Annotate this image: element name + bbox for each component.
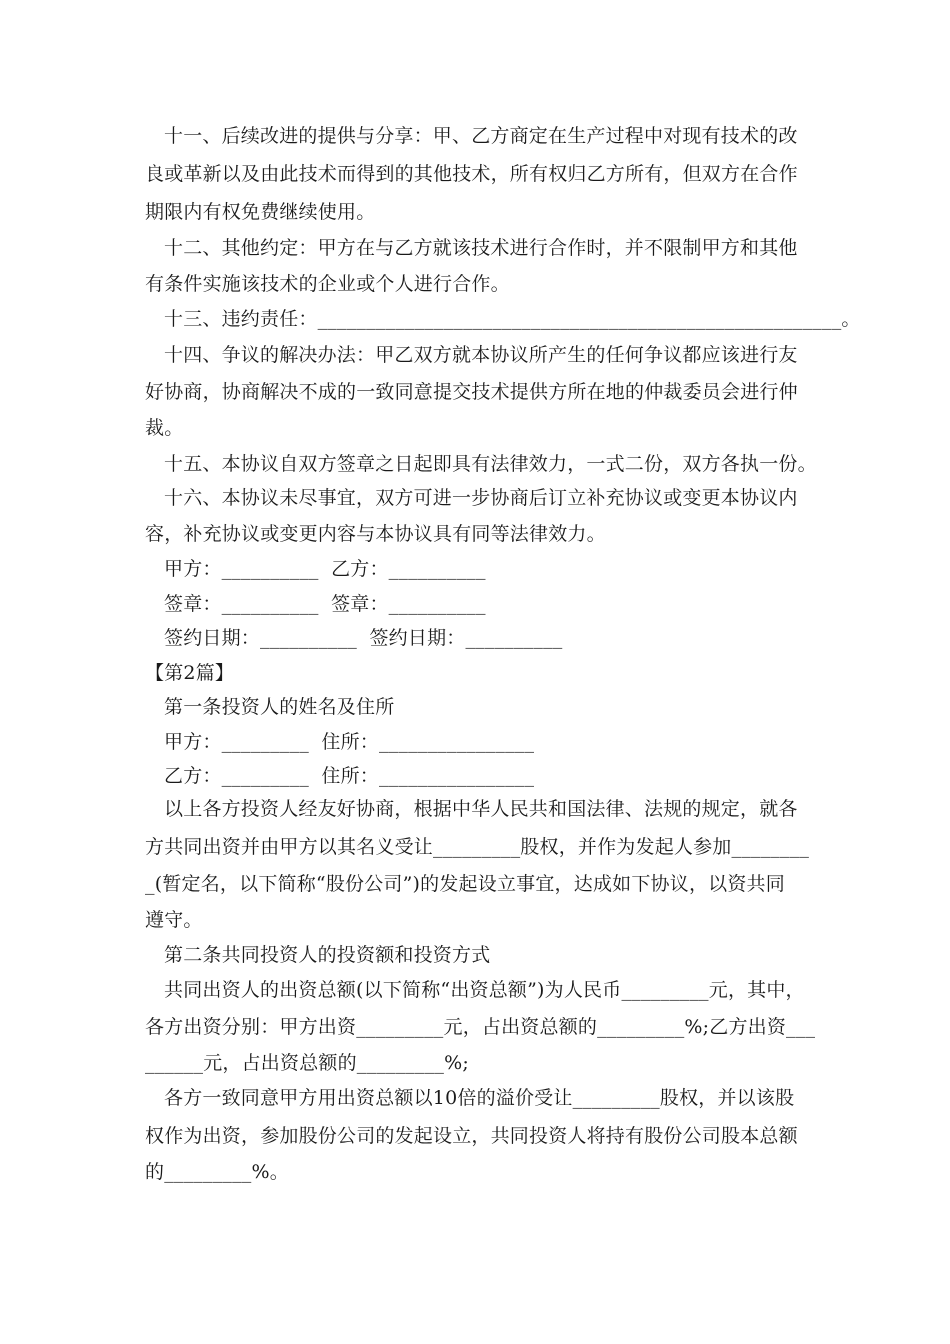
- text-line: 遵守。: [145, 909, 203, 931]
- party-line: 甲方：_________ 住所：________________: [164, 731, 535, 753]
- text-line: ______元，占出资总额的_________%;: [145, 1052, 469, 1074]
- text-line: 好协商，协商解决不成的一致同意提交技术提供方所在地的仲裁委员会进行仲: [145, 381, 798, 403]
- text-line: 裁。: [145, 417, 184, 439]
- article-heading: 第二条共同投资人的投资额和投资方式: [164, 944, 491, 966]
- text-line: 十二、其他约定：甲方在与乙方就该技术进行合作时，并不限制甲方和其他: [164, 237, 798, 259]
- text-line: 各方一致同意甲方用出资总额以10倍的溢价受让_________股权，并以该股: [164, 1087, 795, 1109]
- text-line: 期限内有权免费继续使用。: [145, 201, 376, 223]
- text-line: 的_________%。: [145, 1161, 289, 1183]
- text-line: 有条件实施该技术的企业或个人进行合作。: [145, 273, 510, 295]
- signature-line: 甲方：__________ 乙方：__________: [164, 558, 486, 580]
- signature-line: 签约日期：__________ 签约日期：__________: [164, 627, 563, 649]
- text-line: 十四、争议的解决办法：甲乙双方就本协议所产生的任何争议都应该进行友: [164, 344, 798, 366]
- text-line: 良或革新以及由此技术而得到的其他技术，所有权归乙方所有，但双方在合作: [145, 163, 798, 185]
- section-heading: 【第2篇】: [145, 662, 235, 684]
- text-line: 以上各方投资人经友好协商，根据中华人民共和国法律、法规的规定，就各: [164, 798, 798, 820]
- text-line: 十五、本协议自双方签章之日起即具有法律效力，一式二份，双方各执一份。: [164, 453, 817, 475]
- text-line: 容，补充协议或变更内容与本协议具有同等法律效力。: [145, 523, 606, 545]
- text-line: 各方出资分别：甲方出资_________元，占出资总额的_________%;乙方出资___: [145, 1016, 816, 1038]
- text-line: 十一、后续改进的提供与分享：甲、乙方商定在生产过程中对现有技术的改: [164, 125, 798, 147]
- text-line: 共同出资人的出资总额(以下简称“出资总额”)为人民币_________元，其中，: [164, 979, 805, 1001]
- article-heading: 第一条投资人的姓名及住所: [164, 696, 395, 718]
- party-line: 乙方：_________ 住所：________________: [164, 765, 535, 787]
- signature-line: 签章：__________ 签章：__________: [164, 593, 486, 615]
- text-line: 十三、违约责任：______________________________________________________。: [164, 308, 861, 330]
- text-line: 权作为出资，参加股份公司的发起设立，共同投资人将持有股份公司股本总额: [145, 1125, 798, 1147]
- text-line: 方共同出资并由甲方以其名义受让_________股权，并作为发起人参加________: [145, 836, 810, 858]
- text-line: 十六、本协议未尽事宜，双方可进一步协商后订立补充协议或变更本协议内: [164, 487, 798, 509]
- text-line: _(暂定名，以下简称“股份公司”)的发起设立事宜，达成如下协议，以资共同: [145, 873, 785, 895]
